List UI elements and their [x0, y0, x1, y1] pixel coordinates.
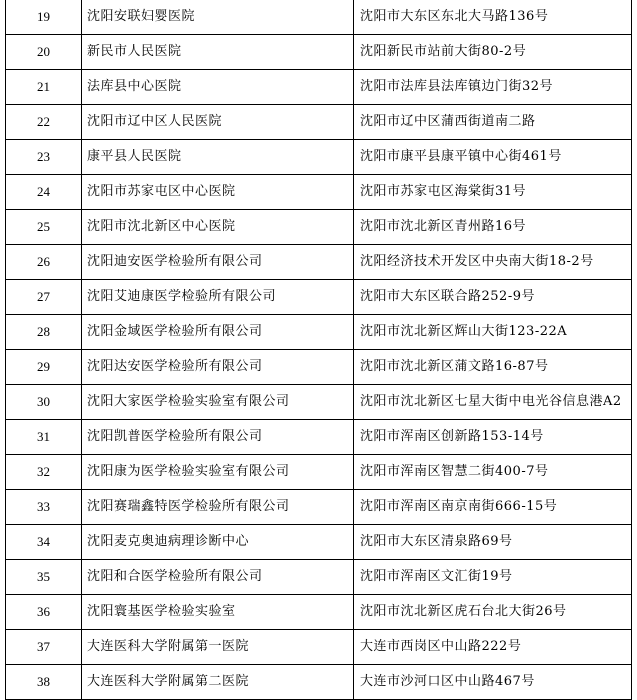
table-row: [6, 210, 632, 245]
address-cell: 沈阳市浑南区南京南街666-15号: [354, 490, 632, 525]
institution-name-cell: 康平县人民医院: [82, 140, 354, 175]
institution-name-cell: 法库县中心医院: [82, 70, 354, 105]
row-number-cell: 28: [6, 315, 82, 350]
address-cell: 大连市沙河口区中山路467号: [354, 665, 632, 700]
row-number-cell: 37: [6, 630, 82, 665]
institution-name-cell: 沈阳凯普医学检验所有限公司: [82, 420, 354, 455]
address-cell: 沈阳市浑南区文汇街19号: [354, 560, 632, 595]
table-row: [6, 105, 632, 140]
institution-name-cell: 沈阳市辽中区人民医院: [82, 105, 354, 140]
row-number-cell: 26: [6, 245, 82, 280]
address-cell: 沈阳市大东区联合路252-9号: [354, 280, 632, 315]
table-row: [6, 175, 632, 210]
row-number-cell: 34: [6, 525, 82, 560]
address-cell: 沈阳经济技术开发区中央南大街18-2号: [354, 245, 632, 280]
institution-name-cell: 大连医科大学附属第一医院: [82, 630, 354, 665]
row-number-cell: 36: [6, 595, 82, 630]
institution-name-cell: 新民市人民医院: [82, 35, 354, 70]
institution-name-cell: 大连医科大学附属第二医院: [82, 665, 354, 700]
table-row: [6, 245, 632, 280]
table-row: [6, 0, 632, 35]
address-cell: 沈阳市康平县康平镇中心街461号: [354, 140, 632, 175]
institution-name-cell: 沈阳和合医学检验所有限公司: [82, 560, 354, 595]
table-row: [6, 35, 632, 70]
table-row: [6, 420, 632, 455]
institution-name-cell: 沈阳寰基医学检验实验室: [82, 595, 354, 630]
row-number-cell: 33: [6, 490, 82, 525]
table-row: [6, 665, 632, 700]
address-cell: 沈阳新民市站前大街80-2号: [354, 35, 632, 70]
institution-name-cell: 沈阳麦克奥迪病理诊断中心: [82, 525, 354, 560]
row-number-cell: 27: [6, 280, 82, 315]
address-cell: 沈阳市苏家屯区海棠街31号: [354, 175, 632, 210]
row-number-cell: 24: [6, 175, 82, 210]
address-cell: 沈阳市沈北新区虎石台北大街26号: [354, 595, 632, 630]
address-cell: 沈阳市大东区清泉路69号: [354, 525, 632, 560]
institution-name-cell: 沈阳艾迪康医学检验所有限公司: [82, 280, 354, 315]
institution-name-cell: 沈阳大家医学检验实验室有限公司: [82, 385, 354, 420]
row-number-cell: 35: [6, 560, 82, 595]
table-row: [6, 350, 632, 385]
institution-name-cell: 沈阳市苏家屯区中心医院: [82, 175, 354, 210]
table-row: [6, 560, 632, 595]
address-cell: 沈阳市法库县法库镇边门街32号: [354, 70, 632, 105]
table-row: [6, 70, 632, 105]
table-body: [6, 0, 632, 700]
table-row: [6, 280, 632, 315]
row-number-cell: 32: [6, 455, 82, 490]
row-number-cell: 19: [6, 0, 82, 35]
row-number-cell: 25: [6, 210, 82, 245]
row-number-cell: 20: [6, 35, 82, 70]
institution-name-cell: 沈阳市沈北新区中心医院: [82, 210, 354, 245]
row-number-cell: 30: [6, 385, 82, 420]
institution-name-cell: 沈阳达安医学检验所有限公司: [82, 350, 354, 385]
hospital-table: [5, 0, 632, 700]
row-number-cell: 38: [6, 665, 82, 700]
address-cell: 沈阳市沈北新区辉山大街123-22A: [354, 315, 632, 350]
address-cell: 沈阳市大东区东北大马路136号: [354, 0, 632, 35]
row-number-cell: 21: [6, 70, 82, 105]
table-row: [6, 455, 632, 490]
address-cell: 沈阳市辽中区蒲西街道南二路: [354, 105, 632, 140]
row-number-cell: 22: [6, 105, 82, 140]
table-row: [6, 385, 632, 420]
row-number-cell: 29: [6, 350, 82, 385]
table-row: [6, 140, 632, 175]
table-row: [6, 630, 632, 665]
address-cell: 沈阳市沈北新区蒲文路16-87号: [354, 350, 632, 385]
institution-name-cell: 沈阳康为医学检验实验室有限公司: [82, 455, 354, 490]
row-number-cell: 23: [6, 140, 82, 175]
address-cell: 大连市西岗区中山路222号: [354, 630, 632, 665]
address-cell: 沈阳市浑南区创新路153-14号: [354, 420, 632, 455]
table-row: [6, 315, 632, 350]
address-cell: 沈阳市沈北新区青州路16号: [354, 210, 632, 245]
table-row: [6, 525, 632, 560]
table-row: [6, 595, 632, 630]
institution-name-cell: 沈阳迪安医学检验所有限公司: [82, 245, 354, 280]
institution-name-cell: 沈阳金域医学检验所有限公司: [82, 315, 354, 350]
institution-name-cell: 沈阳赛瑞鑫特医学检验所有限公司: [82, 490, 354, 525]
institution-name-cell: 沈阳安联妇婴医院: [82, 0, 354, 35]
address-cell: 沈阳市浑南区智慧二街400-7号: [354, 455, 632, 490]
row-number-cell: 31: [6, 420, 82, 455]
address-cell: 沈阳市沈北新区七星大街中电光谷信息港A2: [354, 385, 632, 420]
table-row: [6, 490, 632, 525]
